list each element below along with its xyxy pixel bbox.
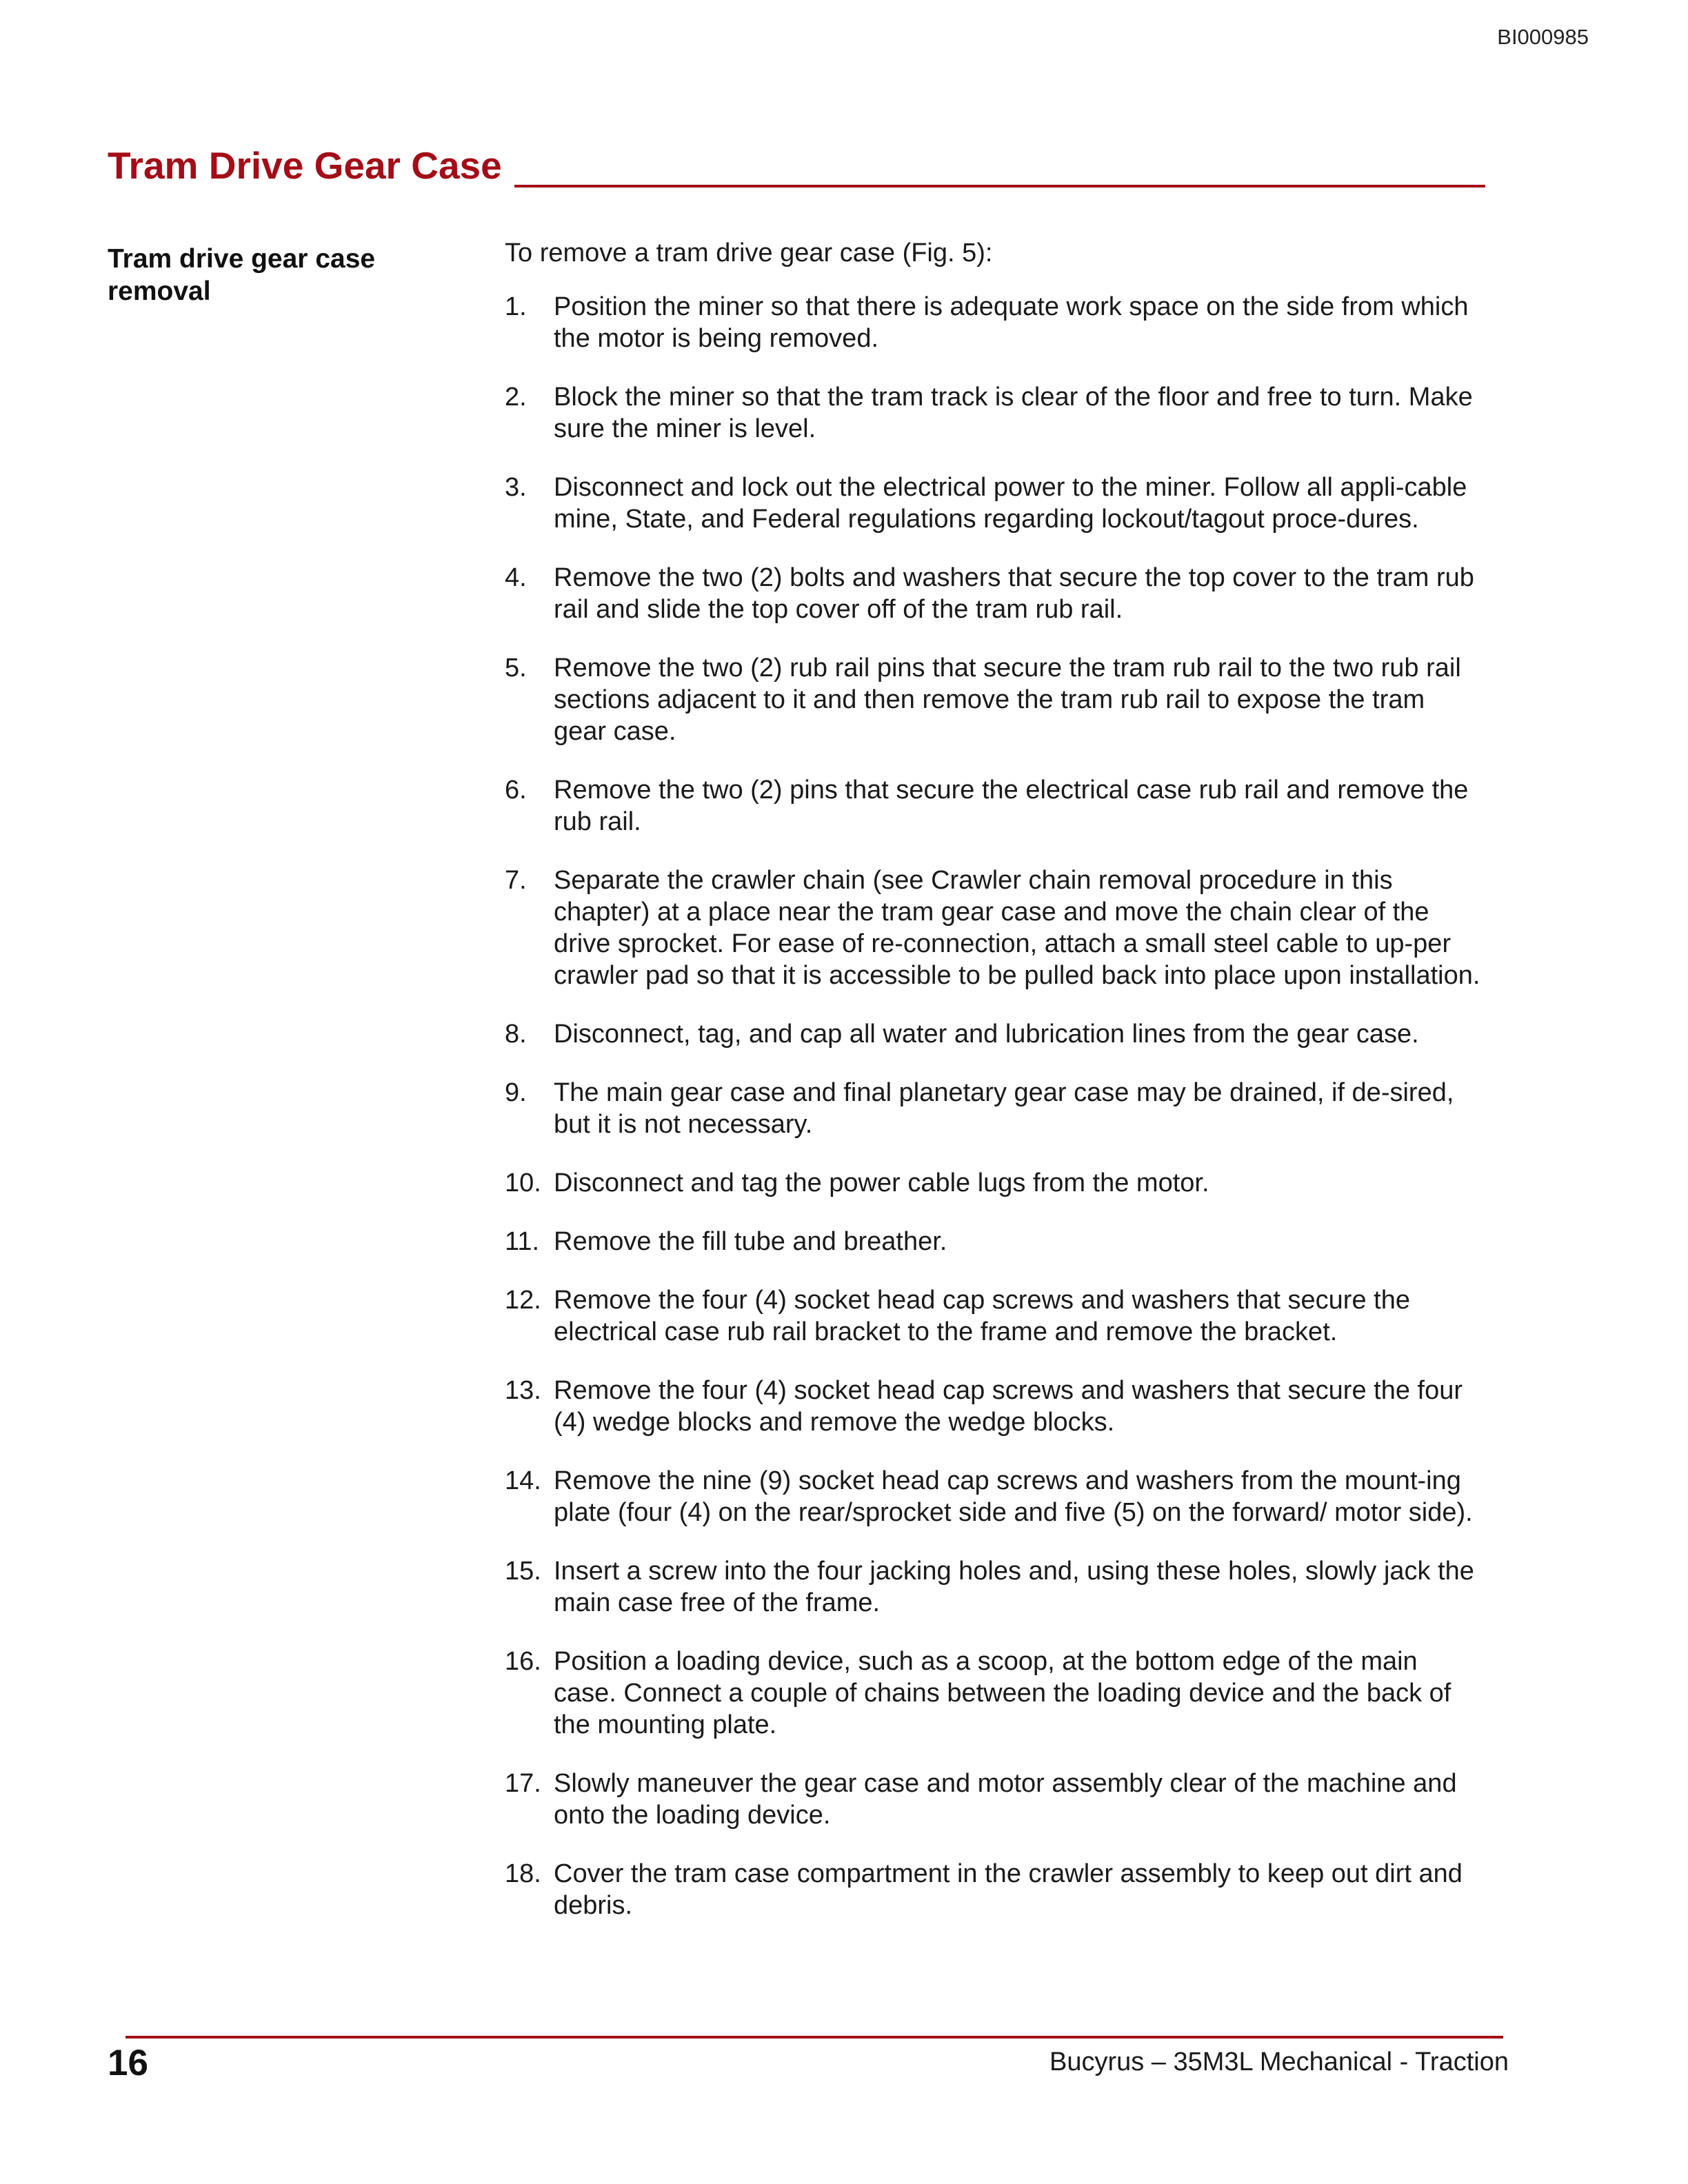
side-heading: Tram drive gear case removal bbox=[108, 244, 376, 306]
step-number: 14. bbox=[505, 1466, 541, 1495]
procedure-content bbox=[505, 237, 1484, 1948]
step-text: Remove the nine (9) socket head cap screws and washers from the mount-ing plate (four (4) on the rear/sprocket side and five (5) on the forward/ motor side). bbox=[554, 1466, 1473, 1527]
step-item bbox=[505, 381, 1484, 445]
step-text: Remove the four (4) socket head cap screws and washers that secure the four (4) wedge blocks and remove the wedge blocks. bbox=[554, 1376, 1463, 1437]
step-text: Disconnect, tag, and cap all water and lubrication lines from the gear case. bbox=[554, 1020, 1419, 1049]
step-item bbox=[505, 1018, 1484, 1050]
step-text: Remove the four (4) socket head cap screws and washers that secure the electrical case rub rail bracket to the frame and remove the bracket. bbox=[554, 1286, 1410, 1346]
footer-text: Bucyrus – 35M3L Mechanical - Traction bbox=[1049, 2048, 1509, 2076]
step-item bbox=[505, 1284, 1484, 1348]
step-number: 15. bbox=[505, 1557, 541, 1586]
section-title: Tram Drive Gear Case bbox=[108, 144, 502, 187]
step-number: 9. bbox=[505, 1078, 527, 1107]
step-item bbox=[505, 1077, 1484, 1140]
step-item bbox=[505, 1768, 1484, 1831]
step-number: 16. bbox=[505, 1647, 541, 1676]
step-item bbox=[505, 472, 1484, 535]
step-item bbox=[505, 1375, 1484, 1438]
step-text: Slowly maneuver the gear case and motor assembly clear of the machine and onto the loading device. bbox=[554, 1769, 1457, 1830]
step-number: 8. bbox=[505, 1020, 527, 1049]
intro-text: To remove a tram drive gear case (Fig. 5): bbox=[505, 239, 993, 267]
step-text: The main gear case and final planetary gear case may be drained, if de-sired, but it is not necessary. bbox=[554, 1078, 1454, 1139]
step-item bbox=[505, 1858, 1484, 1921]
step-number: 11. bbox=[505, 1227, 540, 1256]
step-text: Position the miner so that there is adequate work space on the side from which the motor is being removed. bbox=[554, 292, 1469, 353]
step-text: Separate the crawler chain (see Crawler chain removal procedure in this chapter) at a place near the tram gear case and move the chain clear of the drive sprocket. For ease of re-connection, attach a small steel cable to up-per crawler pad so that it is accessible to be pulled back into place upon installation. bbox=[554, 866, 1480, 990]
step-item bbox=[505, 1646, 1484, 1741]
step-number: 18. bbox=[505, 1859, 541, 1888]
step-item bbox=[505, 291, 1484, 354]
step-item bbox=[505, 1167, 1484, 1199]
step-number: 13. bbox=[505, 1376, 541, 1405]
step-number: 17. bbox=[505, 1769, 541, 1798]
step-text: Remove the two (2) bolts and washers that secure the top cover to the tram rub rail and slide the top cover off of the tram rub rail. bbox=[554, 563, 1474, 624]
footer-rule bbox=[125, 2036, 1503, 2039]
step-text: Remove the fill tube and breather. bbox=[554, 1227, 947, 1256]
step-text: Remove the two (2) pins that secure the electrical case rub rail and remove the rub rail. bbox=[554, 776, 1469, 836]
step-item bbox=[505, 865, 1484, 991]
step-number: 7. bbox=[505, 866, 527, 895]
title-underline-rule bbox=[514, 185, 1485, 188]
page-number: 16 bbox=[108, 2043, 148, 2083]
step-number: 10. bbox=[505, 1169, 541, 1197]
step-item bbox=[505, 562, 1484, 625]
step-text: Remove the two (2) rub rail pins that secure the tram rub rail to the two rub rail sections adjacent to it and then remove the tram rub rail to expose the tram gear case. bbox=[554, 654, 1461, 746]
step-item bbox=[505, 652, 1484, 747]
step-text: Insert a screw into the four jacking holes and, using these holes, slowly jack the main case free of the frame. bbox=[554, 1557, 1474, 1617]
step-item bbox=[505, 774, 1484, 838]
step-text: Disconnect and lock out the electrical power to the miner. Follow all appli-cable mine, State, and Federal regulations regarding lockout/tagout proce-dures. bbox=[554, 473, 1467, 534]
step-number: 1. bbox=[505, 292, 527, 321]
step-text: Disconnect and tag the power cable lugs from the motor. bbox=[554, 1169, 1209, 1197]
step-number: 2. bbox=[505, 383, 527, 412]
step-text: Block the miner so that the tram track is clear of the floor and free to turn. Make sure the miner is level. bbox=[554, 383, 1473, 443]
step-item bbox=[505, 1555, 1484, 1619]
step-number: 3. bbox=[505, 473, 527, 502]
step-text: Position a loading device, such as a scoop, at the bottom edge of the main case. Connect a couple of chains between the loading device and the back of the mounting plate. bbox=[554, 1647, 1451, 1739]
step-item bbox=[505, 1465, 1484, 1528]
step-number: 12. bbox=[505, 1286, 541, 1315]
step-number: 6. bbox=[505, 776, 527, 805]
step-item bbox=[505, 1226, 1484, 1257]
step-number: 4. bbox=[505, 563, 527, 592]
step-text: Cover the tram case compartment in the crawler assembly to keep out dirt and debris. bbox=[554, 1859, 1463, 1920]
step-number: 5. bbox=[505, 654, 527, 682]
procedure-steps bbox=[505, 291, 1484, 1921]
document-id: BI000985 bbox=[1497, 25, 1589, 49]
